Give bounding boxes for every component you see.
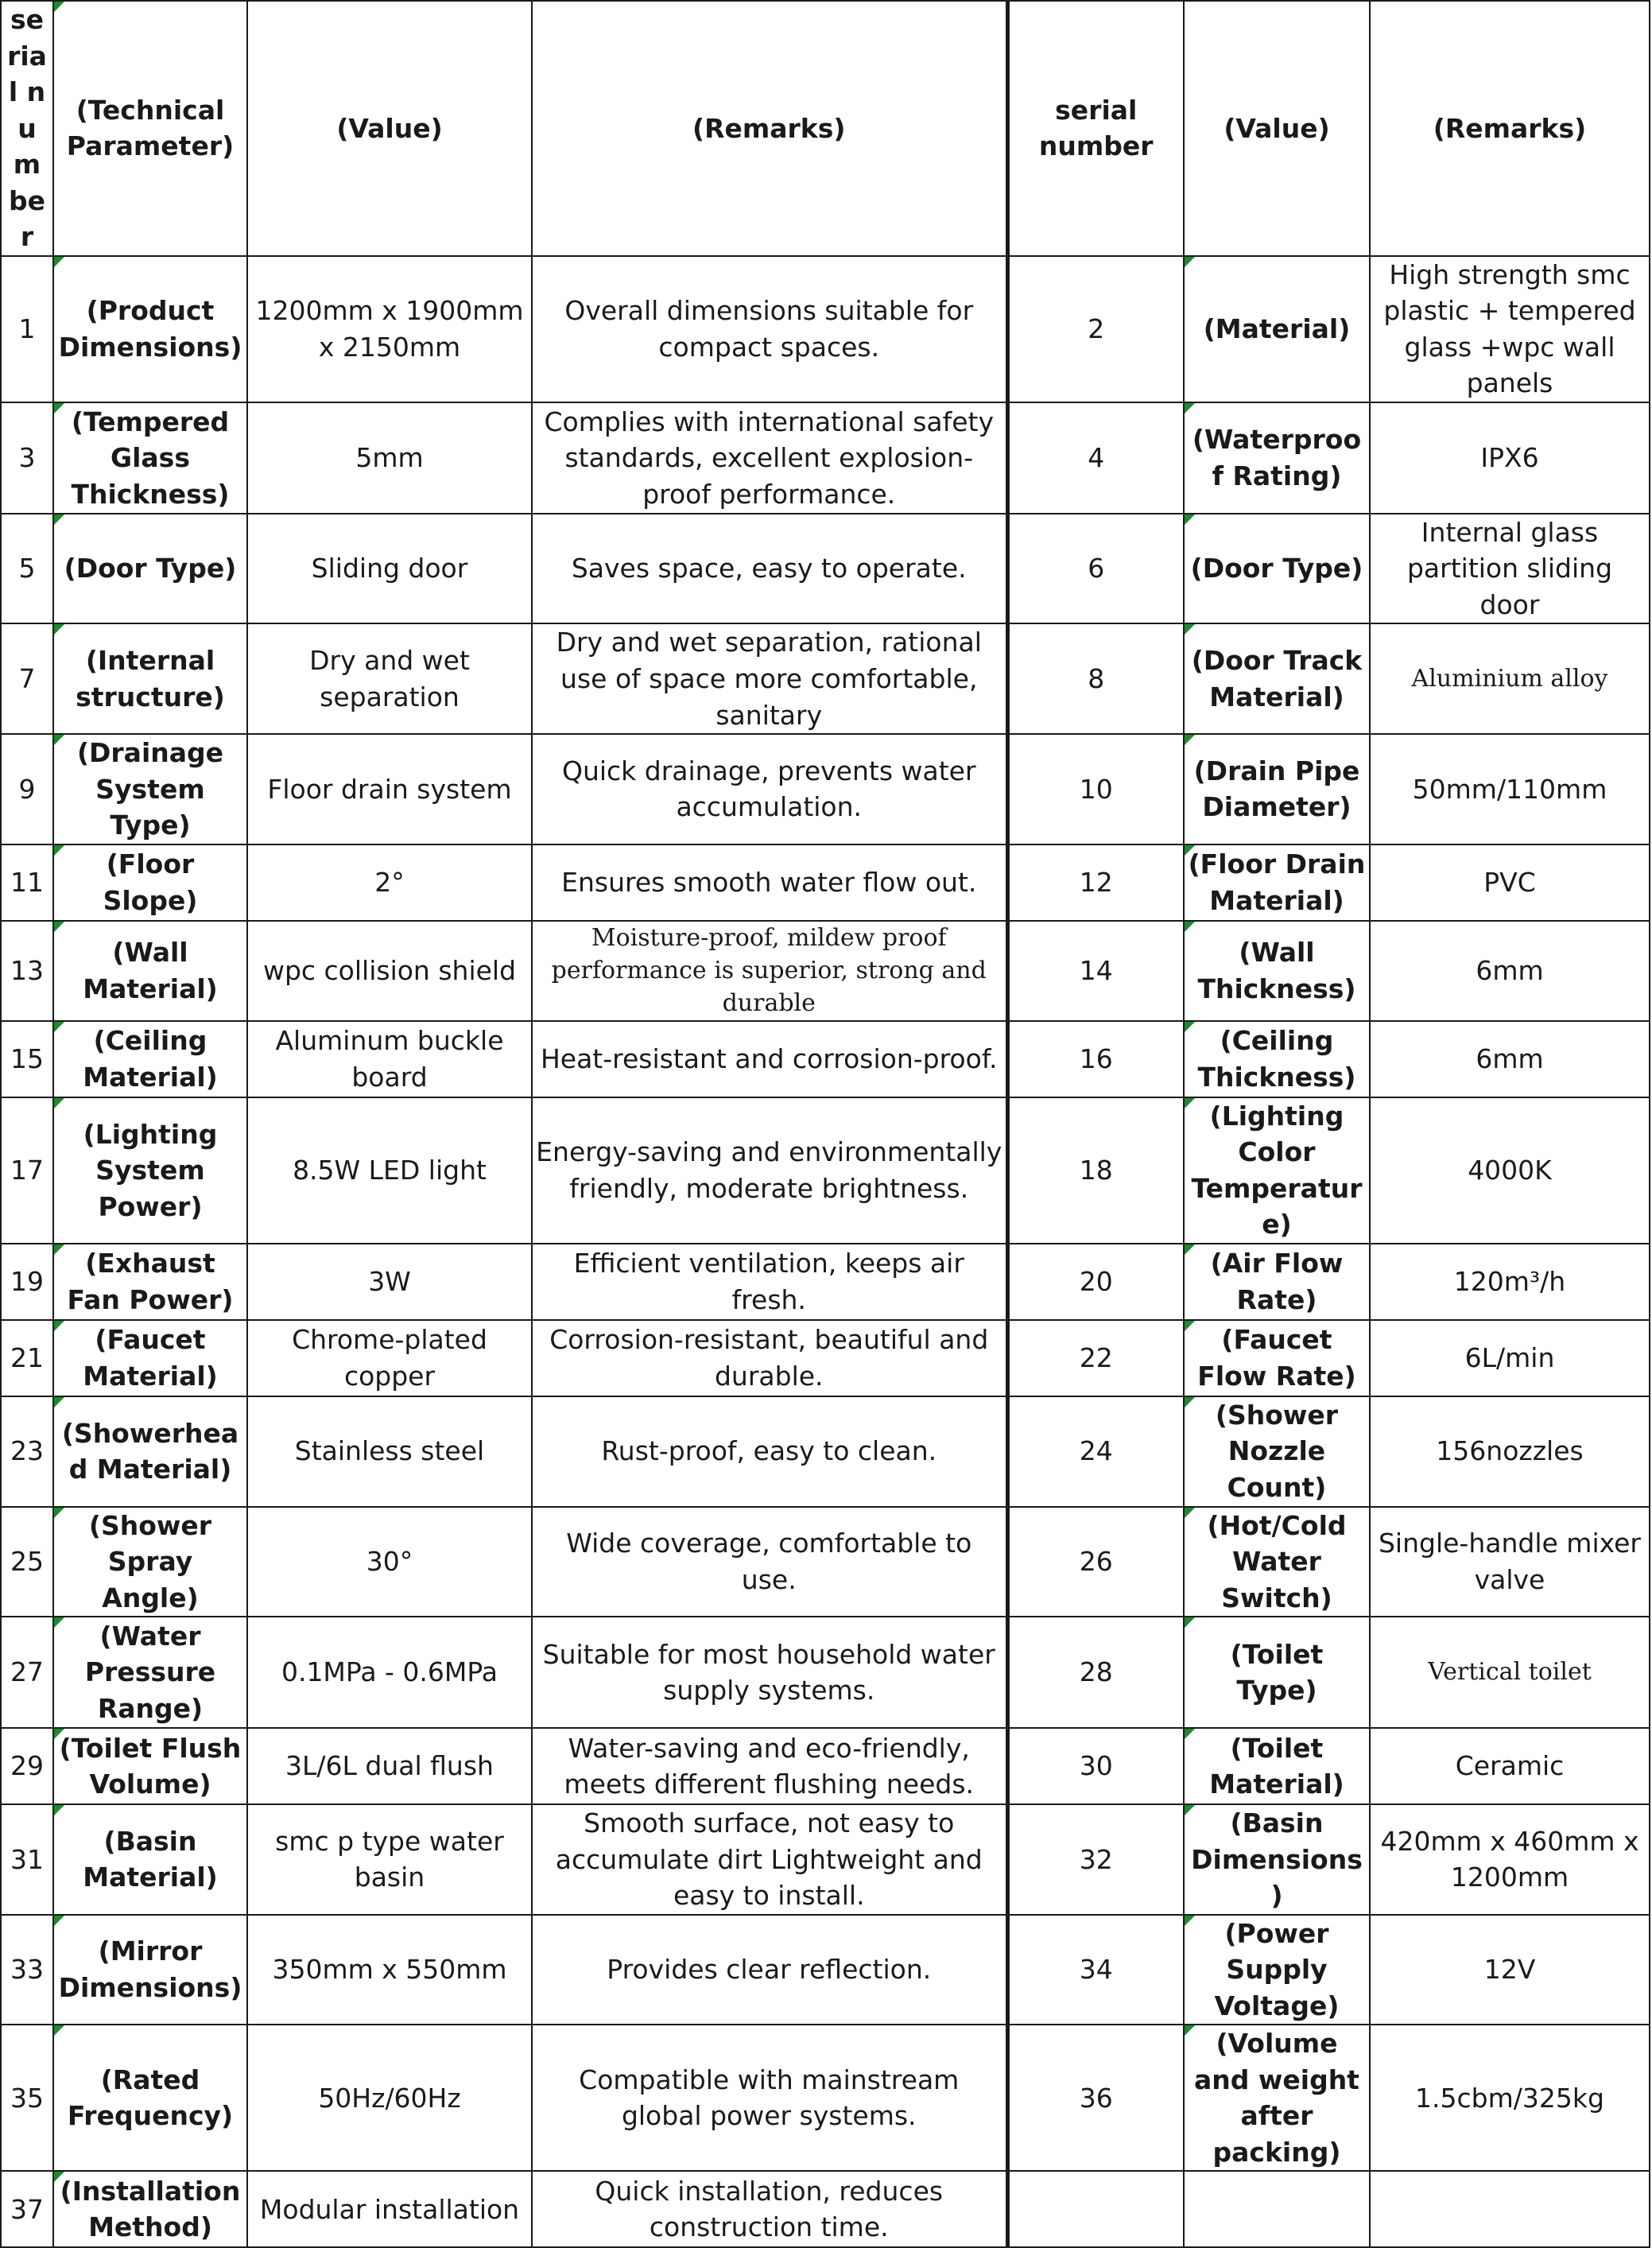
serial-cell-left: 1 <box>1 256 53 402</box>
remarks-cell-left: Overall dimensions suitable for compact spaces. <box>532 256 1007 402</box>
table-row <box>1 1244 1650 1320</box>
parameter-cell-left: (Water Pressure Range) <box>53 1617 247 1728</box>
serial-cell-right: 30 <box>1007 1728 1184 1804</box>
serial-cell-left: 11 <box>1 844 53 921</box>
table-row <box>1 844 1650 921</box>
value-cell-right: PVC <box>1370 844 1650 921</box>
serial-cell-left: 7 <box>1 623 53 734</box>
header-value-right: (Value) <box>1184 1 1370 256</box>
remarks-cell-left: Energy-saving and environmentally friendly, moderate brightness. <box>532 1097 1007 1244</box>
parameter-cell-left: (Lighting System Power) <box>53 1097 247 1244</box>
parameter-cell-right: (Basin Dimensions) <box>1184 1804 1370 1915</box>
parameter-cell-left: (Door Type) <box>53 514 247 624</box>
value-cell-left: 1200mm x 1900mm x 2150mm <box>247 256 532 402</box>
value-cell-left: 50Hz/60Hz <box>247 2025 532 2171</box>
value-cell-left: 8.5W LED light <box>247 1097 532 1244</box>
serial-cell-left: 25 <box>1 1507 53 1617</box>
serial-cell-right: 8 <box>1007 623 1184 734</box>
remarks-cell-left: Saves space, easy to operate. <box>532 514 1007 624</box>
parameter-cell-left: (Floor Slope) <box>53 844 247 921</box>
remarks-cell-left: Efficient ventilation, keeps air fresh. <box>532 1244 1007 1320</box>
serial-cell-right: 16 <box>1007 1021 1184 1097</box>
remarks-cell-left: Moisture-proof, mildew proof performance is superior, strong and durable <box>532 921 1007 1021</box>
table-row <box>1 623 1650 734</box>
parameter-cell-right: (Toilet Material) <box>1184 1728 1370 1804</box>
serial-cell-right: 10 <box>1007 734 1184 844</box>
remarks-cell-left: Provides clear reflection. <box>532 1915 1007 2025</box>
table-row <box>1 1617 1650 1728</box>
serial-cell-right: 14 <box>1007 921 1184 1021</box>
remarks-cell-left: Heat-resistant and corrosion-proof. <box>532 1021 1007 1097</box>
parameter-cell-right <box>1184 2171 1370 2247</box>
parameter-cell-right: (Door Type) <box>1184 514 1370 624</box>
parameter-cell-right: (Power Supply Voltage) <box>1184 1915 1370 2025</box>
serial-cell-right: 22 <box>1007 1320 1184 1396</box>
header-row <box>1 1 1650 256</box>
serial-cell-right: 4 <box>1007 402 1184 514</box>
parameter-cell-right: (Wall Thickness) <box>1184 921 1370 1021</box>
serial-cell-right <box>1007 2171 1184 2247</box>
table-row <box>1 402 1650 514</box>
parameter-cell-left: (Rated Frequency) <box>53 2025 247 2171</box>
value-cell-left: Floor drain system <box>247 734 532 844</box>
serial-cell-right: 32 <box>1007 1804 1184 1915</box>
table-row <box>1 1915 1650 2025</box>
serial-cell-left: 13 <box>1 921 53 1021</box>
parameter-cell-left: (Ceiling Material) <box>53 1021 247 1097</box>
parameter-cell-right: (Volume and weight after packing) <box>1184 2025 1370 2171</box>
header-param-left: (Technical Parameter) <box>53 1 247 256</box>
table-row <box>1 514 1650 624</box>
table-row <box>1 1021 1650 1097</box>
value-cell-right: 50mm/110mm <box>1370 734 1650 844</box>
serial-cell-left: 17 <box>1 1097 53 1244</box>
remarks-cell-left: Wide coverage, comfortable to use. <box>532 1507 1007 1617</box>
value-cell-right: Internal glass partition sliding door <box>1370 514 1650 624</box>
value-cell-left: Sliding door <box>247 514 532 624</box>
serial-cell-left: 35 <box>1 2025 53 2171</box>
value-cell-left: 0.1MPa - 0.6MPa <box>247 1617 532 1728</box>
value-cell-left: smc p type water basin <box>247 1804 532 1915</box>
table-row <box>1 734 1650 844</box>
parameter-cell-right: (Lighting Color Temperature) <box>1184 1097 1370 1244</box>
value-cell-right: High strength smc plastic + tempered glass +wpc wall panels <box>1370 256 1650 402</box>
parameter-cell-left: (Installation Method) <box>53 2171 247 2247</box>
parameter-cell-left: (Exhaust Fan Power) <box>53 1244 247 1320</box>
value-cell-right: 6mm <box>1370 1021 1650 1097</box>
serial-cell-right: 24 <box>1007 1396 1184 1507</box>
value-cell-right: IPX6 <box>1370 402 1650 514</box>
serial-cell-right: 18 <box>1007 1097 1184 1244</box>
value-cell-left: Aluminum buckle board <box>247 1021 532 1097</box>
table-row <box>1 2025 1650 2171</box>
parameter-cell-right: (Hot/Cold Water Switch) <box>1184 1507 1370 1617</box>
remarks-cell-left: Compatible with mainstream global power systems. <box>532 2025 1007 2171</box>
parameter-cell-right: (Drain Pipe Diameter) <box>1184 734 1370 844</box>
value-cell-right: 420mm x 460mm x 1200mm <box>1370 1804 1650 1915</box>
value-cell-right: 156nozzles <box>1370 1396 1650 1507</box>
value-cell-right: 6mm <box>1370 921 1650 1021</box>
table-row <box>1 256 1650 402</box>
remarks-cell-left: Suitable for most household water supply systems. <box>532 1617 1007 1728</box>
value-cell-right <box>1370 2171 1650 2247</box>
header-value-left: (Value) <box>247 1 532 256</box>
remarks-cell-left: Quick installation, reduces construction time. <box>532 2171 1007 2247</box>
value-cell-left: 350mm x 550mm <box>247 1915 532 2025</box>
serial-cell-right: 2 <box>1007 256 1184 402</box>
value-cell-left: Chrome-plated copper <box>247 1320 532 1396</box>
remarks-cell-left: Corrosion-resistant, beautiful and durable. <box>532 1320 1007 1396</box>
value-cell-right: Aluminium alloy <box>1370 623 1650 734</box>
value-cell-right: 12V <box>1370 1915 1650 2025</box>
value-cell-right: Single-handle mixer valve <box>1370 1507 1650 1617</box>
remarks-cell-left: Quick drainage, prevents water accumulation. <box>532 734 1007 844</box>
parameter-cell-right: (Waterproof Rating) <box>1184 402 1370 514</box>
serial-cell-left: 9 <box>1 734 53 844</box>
header-serial-right: serial number <box>1007 1 1184 256</box>
value-cell-right: Vertical toilet <box>1370 1617 1650 1728</box>
table-row <box>1 2171 1650 2247</box>
parameter-cell-right: (Shower Nozzle Count) <box>1184 1396 1370 1507</box>
parameter-cell-left: (Mirror Dimensions) <box>53 1915 247 2025</box>
value-cell-left: Dry and wet separation <box>247 623 532 734</box>
remarks-cell-left: Complies with international safety standards, excellent explosion-proof performance. <box>532 402 1007 514</box>
remarks-cell-left: Ensures smooth water flow out. <box>532 844 1007 921</box>
serial-cell-right: 6 <box>1007 514 1184 624</box>
parameter-cell-right: (Air Flow Rate) <box>1184 1244 1370 1320</box>
remarks-cell-left: Water-saving and eco-friendly, meets different flushing needs. <box>532 1728 1007 1804</box>
serial-cell-left: 31 <box>1 1804 53 1915</box>
value-cell-left: 5mm <box>247 402 532 514</box>
value-cell-right: 4000K <box>1370 1097 1650 1244</box>
serial-cell-right: 28 <box>1007 1617 1184 1728</box>
table-row <box>1 921 1650 1021</box>
parameter-cell-right: (Floor Drain Material) <box>1184 844 1370 921</box>
serial-cell-left: 21 <box>1 1320 53 1396</box>
value-cell-left: Modular installation <box>247 2171 532 2247</box>
value-cell-left: 30° <box>247 1507 532 1617</box>
parameter-cell-left: (Shower Spray Angle) <box>53 1507 247 1617</box>
table-row <box>1 1320 1650 1396</box>
value-cell-right: 1.5cbm/325kg <box>1370 2025 1650 2171</box>
serial-cell-left: 19 <box>1 1244 53 1320</box>
parameter-cell-right: (Ceiling Thickness) <box>1184 1021 1370 1097</box>
table-row <box>1 1728 1650 1804</box>
value-cell-left: 3L/6L dual flush <box>247 1728 532 1804</box>
serial-cell-left: 3 <box>1 402 53 514</box>
table-row <box>1 1396 1650 1507</box>
serial-cell-left: 23 <box>1 1396 53 1507</box>
remarks-cell-left: Dry and wet separation, rational use of space more comfortable, sanitary <box>532 623 1007 734</box>
value-cell-left: wpc collision shield <box>247 921 532 1021</box>
parameter-cell-right: (Toilet Type) <box>1184 1617 1370 1728</box>
serial-cell-left: 27 <box>1 1617 53 1728</box>
serial-cell-left: 37 <box>1 2171 53 2247</box>
parameter-cell-left: (Faucet Material) <box>53 1320 247 1396</box>
table-row <box>1 1097 1650 1244</box>
serial-cell-right: 26 <box>1007 1507 1184 1617</box>
parameter-cell-left: (Toilet Flush Volume) <box>53 1728 247 1804</box>
parameter-cell-left: (Tempered Glass Thickness) <box>53 402 247 514</box>
header-remarks-left: (Remarks) <box>532 1 1007 256</box>
serial-cell-left: 15 <box>1 1021 53 1097</box>
parameter-cell-left: (Drainage System Type) <box>53 734 247 844</box>
header-serial-left: serial number <box>1 1 53 256</box>
serial-cell-right: 34 <box>1007 1915 1184 2025</box>
table-row <box>1 1804 1650 1915</box>
value-cell-left: 2° <box>247 844 532 921</box>
parameter-cell-right: (Door Track Material) <box>1184 623 1370 734</box>
value-cell-right: 120m³/h <box>1370 1244 1650 1320</box>
serial-cell-left: 5 <box>1 514 53 624</box>
serial-cell-right: 20 <box>1007 1244 1184 1320</box>
table-row <box>1 1507 1650 1617</box>
value-cell-left: Stainless steel <box>247 1396 532 1507</box>
serial-cell-left: 29 <box>1 1728 53 1804</box>
parameter-cell-left: (Basin Material) <box>53 1804 247 1915</box>
parameter-cell-left: (Product Dimensions) <box>53 256 247 402</box>
value-cell-right: Ceramic <box>1370 1728 1650 1804</box>
serial-cell-right: 12 <box>1007 844 1184 921</box>
serial-cell-right: 36 <box>1007 2025 1184 2171</box>
parameter-cell-left: (Wall Material) <box>53 921 247 1021</box>
serial-cell-left: 33 <box>1 1915 53 2025</box>
parameter-cell-left: (Internal structure) <box>53 623 247 734</box>
remarks-cell-left: Smooth surface, not easy to accumulate dirt Lightweight and easy to install. <box>532 1804 1007 1915</box>
header-remarks-right: (Remarks) <box>1370 1 1650 256</box>
parameter-cell-right: (Faucet Flow Rate) <box>1184 1320 1370 1396</box>
parameter-cell-left: (Showerhead Material) <box>53 1396 247 1507</box>
value-cell-right: 6L/min <box>1370 1320 1650 1396</box>
remarks-cell-left: Rust-proof, easy to clean. <box>532 1396 1007 1507</box>
value-cell-left: 3W <box>247 1244 532 1320</box>
parameter-cell-right: (Material) <box>1184 256 1370 402</box>
